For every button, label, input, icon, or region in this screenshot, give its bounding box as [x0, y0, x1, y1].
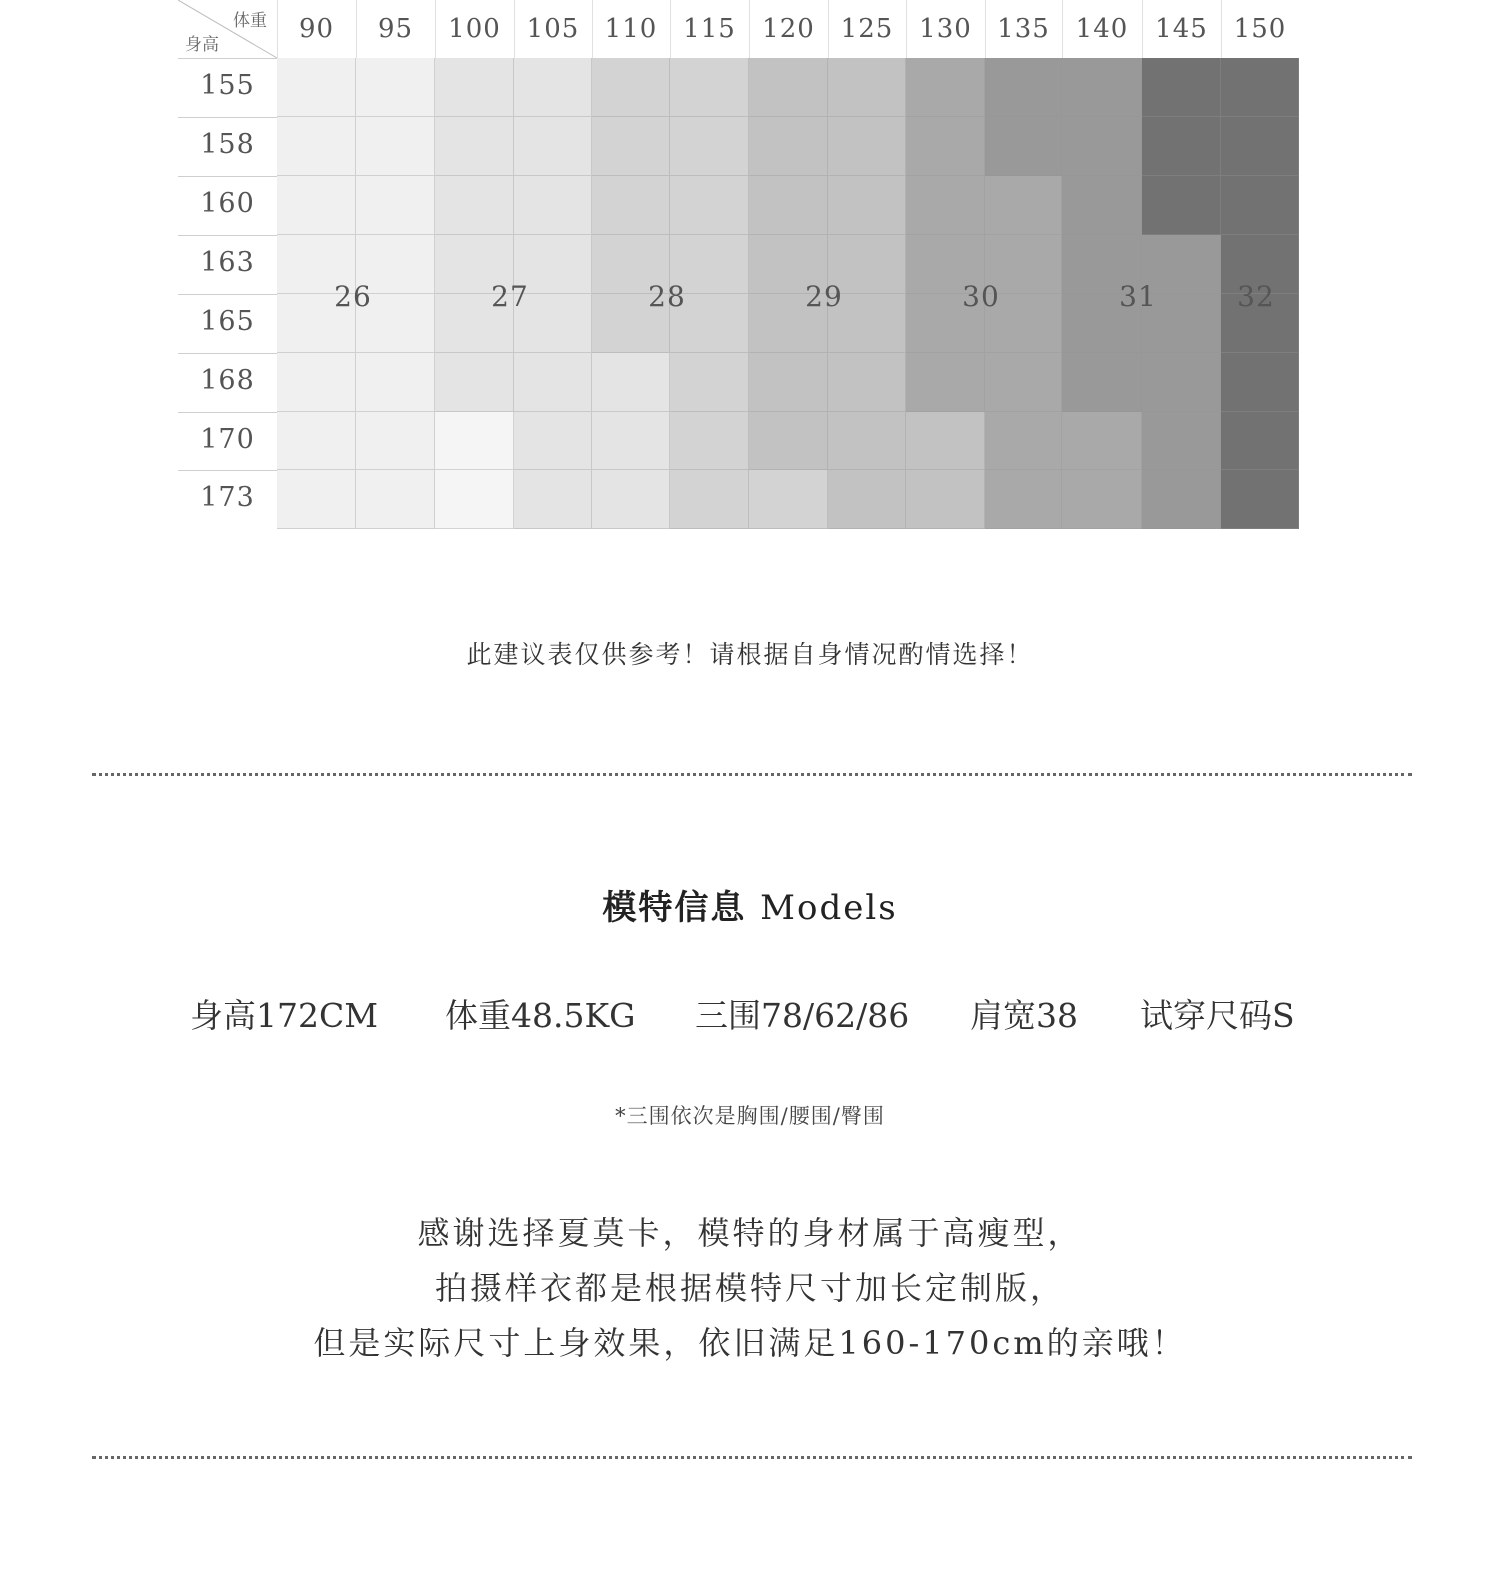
- thanks-line-2: 拍摄样衣都是根据模特尺寸加长定制版，: [434, 1269, 1065, 1307]
- header-separator: [356, 0, 357, 58]
- size-cell: [277, 117, 356, 176]
- weight-header-150: 150: [1233, 14, 1287, 44]
- size-cell: [749, 58, 828, 117]
- size-cell: [828, 58, 906, 117]
- size-cell: [985, 58, 1062, 117]
- size-cell: [985, 412, 1062, 470]
- model-measurements: 三围78/62/86: [695, 996, 910, 1035]
- models-title-cn: 模特信息: [602, 888, 747, 928]
- size-cell: [514, 58, 592, 117]
- models-title: [0, 880, 1500, 929]
- size-chart: [0, 0, 1500, 540]
- header-separator: [985, 0, 986, 58]
- size-cell: [435, 412, 514, 470]
- size-cell: [985, 117, 1062, 176]
- thanks-line-1: 感谢选择夏莫卡，模特的身材属于高瘦型，: [417, 1214, 1083, 1252]
- weight-header-105: 105: [526, 14, 580, 44]
- size-cell: [1142, 117, 1221, 176]
- size-cell: [277, 412, 356, 470]
- row-divider: [178, 235, 277, 236]
- size-cell: [356, 412, 435, 470]
- row-divider: [178, 412, 277, 413]
- size-cell: [356, 176, 435, 235]
- size-cell: [906, 412, 985, 470]
- size-cell: [356, 117, 435, 176]
- size-cell: [1062, 412, 1142, 470]
- size-cell: [985, 353, 1062, 412]
- size-cell: [514, 117, 592, 176]
- size-label-28: 28: [648, 280, 686, 313]
- corner-weight-label: 体重: [233, 11, 267, 31]
- size-cell: [1142, 412, 1221, 470]
- model-weight: 体重48.5KG: [445, 996, 636, 1035]
- header-separator: [670, 0, 671, 58]
- size-cell: [906, 470, 985, 529]
- row-divider: [178, 58, 277, 59]
- size-cell: [277, 176, 356, 235]
- size-cell: [749, 470, 828, 529]
- size-cell: [906, 58, 985, 117]
- size-cell: [749, 412, 828, 470]
- size-cell: [1142, 58, 1221, 117]
- size-cell: [670, 176, 749, 235]
- size-cell: [985, 470, 1062, 529]
- size-cell: [592, 117, 670, 176]
- weight-header-100: 100: [448, 14, 501, 44]
- size-cell: [906, 176, 985, 235]
- row-divider: [178, 117, 277, 118]
- size-cell: [277, 353, 356, 412]
- size-cell: [592, 412, 670, 470]
- size-cell: [435, 176, 514, 235]
- disclaimer-text: 此建议表仅供参考！请根据自身情况酌情选择！: [466, 640, 1034, 669]
- size-label-27: 27: [491, 280, 529, 313]
- height-header-168: 168: [200, 365, 255, 396]
- size-cell: [985, 176, 1062, 235]
- size-cell: [749, 176, 828, 235]
- height-header-165: 165: [200, 306, 255, 337]
- row-divider: [178, 353, 277, 354]
- weight-header-120: 120: [762, 14, 815, 44]
- height-header-170: 170: [200, 424, 255, 455]
- size-cell: [828, 353, 906, 412]
- size-cell: [1142, 470, 1221, 529]
- size-cell: [592, 176, 670, 235]
- size-cell: [1142, 176, 1221, 235]
- models-title-en: Models: [760, 888, 898, 928]
- size-cell: [514, 353, 592, 412]
- size-cell: [356, 470, 435, 529]
- size-cell: [828, 176, 906, 235]
- size-cell: [356, 58, 435, 117]
- weight-header-140: 140: [1075, 14, 1129, 44]
- size-cell: [828, 412, 906, 470]
- size-cell: [356, 353, 435, 412]
- size-cell: [828, 117, 906, 176]
- row-divider: [178, 294, 277, 295]
- size-cell: [1221, 117, 1299, 176]
- size-cell: [1062, 117, 1142, 176]
- size-cell: [277, 470, 356, 529]
- size-cell: [1062, 470, 1142, 529]
- size-cell: [592, 470, 670, 529]
- size-label-29: 29: [805, 280, 843, 313]
- header-separator: [592, 0, 593, 58]
- header-separator: [1221, 0, 1222, 58]
- weight-header-125: 125: [840, 14, 894, 44]
- dotted-divider: [92, 773, 1412, 776]
- row-divider: [178, 176, 277, 177]
- size-cell: [1221, 58, 1299, 117]
- size-cell: [1062, 58, 1142, 117]
- header-separator: [1062, 0, 1063, 58]
- size-cell: [1062, 176, 1142, 235]
- size-cell: [592, 353, 670, 412]
- size-cell: [906, 117, 985, 176]
- weight-header-115: 115: [683, 14, 736, 44]
- size-cell: [514, 470, 592, 529]
- row-divider: [178, 470, 277, 471]
- size-label-32: 32: [1237, 280, 1275, 313]
- size-cell: [1221, 470, 1299, 529]
- header-separator: [749, 0, 750, 58]
- height-header-158: 158: [200, 129, 255, 160]
- weight-header-130: 130: [919, 14, 972, 44]
- height-header-163: 163: [200, 247, 255, 278]
- size-cell: [1221, 353, 1299, 412]
- size-cell: [435, 117, 514, 176]
- weight-header-135: 135: [997, 14, 1050, 44]
- header-separator: [514, 0, 515, 58]
- height-header-155: 155: [200, 70, 255, 101]
- height-header-160: 160: [200, 188, 255, 219]
- size-cell: [1062, 353, 1142, 412]
- model-size: 试穿尺码S: [1140, 996, 1295, 1035]
- size-cell: [277, 58, 356, 117]
- size-cell: [435, 353, 514, 412]
- model-shoulder: 肩宽38: [970, 996, 1078, 1035]
- size-cell: [749, 117, 828, 176]
- size-cell: [670, 470, 749, 529]
- model-height: 身高172CM: [190, 996, 379, 1035]
- size-cell: [670, 412, 749, 470]
- size-cell: [670, 58, 749, 117]
- weight-header-110: 110: [604, 14, 658, 44]
- header-separator: [906, 0, 907, 58]
- size-cell: [749, 353, 828, 412]
- weight-header-95: 95: [377, 14, 414, 44]
- thanks-line-3: 但是实际尺寸上身效果，依旧满足160-170cm的亲哦！: [313, 1324, 1187, 1362]
- size-label-30: 30: [962, 280, 1000, 313]
- measurements-footnote: *三围依次是胸围/腰围/臀围: [615, 1104, 885, 1128]
- size-cell: [1221, 176, 1299, 235]
- weight-header-90: 90: [298, 14, 335, 44]
- header-separator: [277, 0, 278, 58]
- size-cell: [828, 470, 906, 529]
- size-cell: [670, 117, 749, 176]
- size-label-26: 26: [334, 280, 372, 313]
- size-cell: [435, 58, 514, 117]
- size-cell: [514, 176, 592, 235]
- header-separator: [1142, 0, 1143, 58]
- size-cell: [514, 412, 592, 470]
- height-header-173: 173: [200, 482, 255, 513]
- size-cell: [592, 58, 670, 117]
- dotted-divider-bottom: [92, 1456, 1412, 1459]
- size-cell: [1221, 412, 1299, 470]
- size-cell: [906, 353, 985, 412]
- size-label-31: 31: [1119, 280, 1157, 313]
- size-cell: [670, 353, 749, 412]
- corner-height-label: 身高: [185, 35, 219, 55]
- size-cell: [435, 470, 514, 529]
- size-cell: [1142, 353, 1221, 412]
- weight-header-145: 145: [1155, 14, 1208, 44]
- header-separator: [435, 0, 436, 58]
- header-separator: [828, 0, 829, 58]
